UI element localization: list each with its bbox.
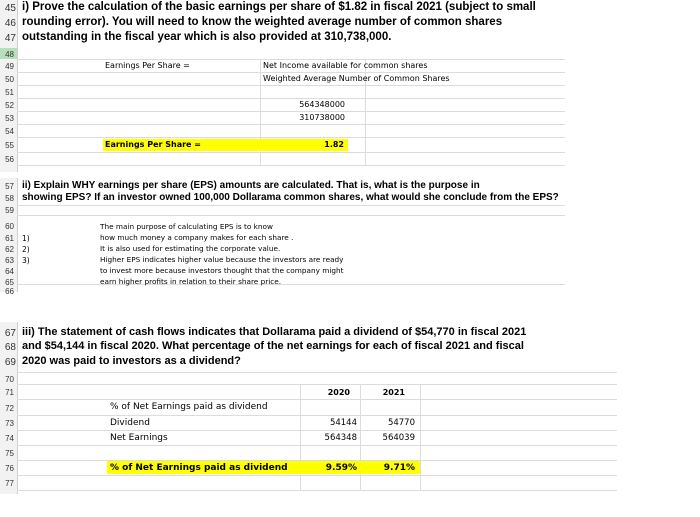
dividend-result-label[interactable]: % of Net Earnings paid as dividend bbox=[110, 463, 288, 473]
row-number[interactable]: 48 bbox=[5, 50, 14, 59]
answer-line[interactable]: It is also used for estimating the corporate value. bbox=[100, 244, 281, 253]
dividend-2021[interactable]: 54770 bbox=[387, 418, 415, 428]
question-line: outstanding in the fiscal year which is also provided at 310,738,000. bbox=[22, 31, 392, 43]
row-number[interactable]: 57 bbox=[5, 182, 14, 191]
net-income-value[interactable]: 564348000 bbox=[299, 100, 345, 109]
row-number[interactable]: 50 bbox=[5, 75, 14, 84]
answer-line[interactable]: Higher EPS indicates higher value because the investors are ready bbox=[100, 255, 344, 264]
dividend-2020[interactable]: 54144 bbox=[329, 418, 357, 428]
question-line: 2020 was paid to investors as a dividend? bbox=[22, 355, 241, 367]
section-1 bbox=[0, 0, 700, 172]
dividend-label[interactable]: Dividend bbox=[110, 418, 150, 428]
row-number[interactable]: 56 bbox=[5, 155, 14, 164]
row-number[interactable]: 69 bbox=[4, 357, 16, 368]
column-header-2021[interactable]: 2021 bbox=[382, 388, 405, 397]
list-marker: 3) bbox=[22, 256, 30, 265]
row-number[interactable]: 61 bbox=[5, 234, 14, 243]
row-number[interactable]: 54 bbox=[5, 127, 14, 136]
row-number[interactable]: 64 bbox=[5, 267, 14, 276]
net-earnings-2020[interactable]: 564348 bbox=[324, 433, 357, 443]
numerator-label[interactable]: Net Income available for common shares bbox=[263, 61, 428, 70]
row-number[interactable]: 59 bbox=[5, 206, 14, 215]
question-line: ii) Explain WHY earnings per share (EPS) amounts are calculated. That is, what is the purpose in bbox=[22, 180, 480, 191]
row-number[interactable]: 76 bbox=[5, 464, 14, 473]
net-earnings-label[interactable]: Net Earnings bbox=[110, 433, 168, 443]
row-number[interactable]: 49 bbox=[5, 62, 14, 71]
shares-value[interactable]: 310738000 bbox=[299, 113, 345, 122]
row-number[interactable]: 66 bbox=[5, 287, 14, 296]
row-number[interactable]: 72 bbox=[5, 404, 14, 413]
answer-line[interactable]: to invest more because investors thought that the company might bbox=[100, 266, 344, 275]
row-number[interactable]: 53 bbox=[5, 114, 14, 123]
question-line: showing EPS? If an investor owned 100,000 Dollarama common shares, what would she conclude from the EPS? bbox=[22, 192, 559, 203]
list-marker: 2) bbox=[22, 245, 30, 254]
column-header-2020[interactable]: 2020 bbox=[327, 388, 350, 397]
row-number[interactable]: 51 bbox=[5, 88, 14, 97]
row-number[interactable]: 60 bbox=[5, 222, 14, 231]
eps-result-value[interactable]: 1.82 bbox=[324, 140, 344, 149]
denominator-label[interactable]: Weighted Average Number of Common Shares bbox=[263, 74, 450, 83]
answer-line[interactable]: The main purpose of calculating EPS is to know bbox=[100, 222, 273, 231]
row-number[interactable]: 47 bbox=[4, 33, 16, 44]
dividend-result-2021[interactable]: 9.71% bbox=[383, 463, 415, 473]
row-number[interactable]: 73 bbox=[5, 419, 14, 428]
row-number[interactable]: 45 bbox=[4, 3, 16, 14]
question-line: i) Prove the calculation of the basic earnings per share of $1.82 in fiscal 2021 (subject to small bbox=[22, 1, 536, 13]
question-line: iii) The statement of cash flows indicates that Dollarama paid a dividend of $54,770 in fiscal 2021 bbox=[22, 326, 527, 338]
list-marker: 1) bbox=[22, 234, 30, 243]
eps-label[interactable]: Earnings Per Share = bbox=[105, 61, 190, 70]
row-number[interactable]: 65 bbox=[5, 278, 14, 287]
row-number[interactable]: 63 bbox=[5, 256, 14, 265]
row-number[interactable]: 52 bbox=[5, 101, 14, 110]
row-number[interactable]: 74 bbox=[5, 434, 14, 443]
row-number[interactable]: 71 bbox=[5, 388, 14, 397]
answer-line[interactable]: how much money a company makes for each share . bbox=[100, 233, 294, 242]
row-number[interactable]: 58 bbox=[5, 194, 14, 203]
row-number[interactable]: 55 bbox=[5, 141, 14, 150]
question-line: and $54,144 in fiscal 2020. What percentage of the net earnings for each of fiscal 2021 and fiscal bbox=[22, 340, 524, 352]
row-number[interactable]: 46 bbox=[4, 18, 16, 29]
row-number[interactable]: 70 bbox=[5, 375, 14, 384]
row-number[interactable]: 75 bbox=[5, 449, 14, 458]
row-number[interactable]: 77 bbox=[5, 479, 14, 488]
row-number[interactable]: 67 bbox=[4, 328, 16, 339]
dividend-result-2020[interactable]: 9.59% bbox=[325, 463, 357, 473]
eps-result-label[interactable]: Earnings Per Share = bbox=[105, 140, 201, 149]
row-number[interactable]: 68 bbox=[4, 342, 16, 353]
question-line: rounding error). You will need to know the weighted average number of common shares bbox=[22, 16, 503, 28]
net-earnings-2021[interactable]: 564039 bbox=[382, 433, 415, 443]
table-title[interactable]: % of Net Earnings paid as dividend bbox=[110, 402, 268, 412]
section-3 bbox=[0, 322, 700, 494]
row-number[interactable]: 62 bbox=[5, 245, 14, 254]
section-2 bbox=[0, 178, 700, 296]
answer-line[interactable]: earn higher profits in relation to their share price. bbox=[100, 277, 282, 286]
